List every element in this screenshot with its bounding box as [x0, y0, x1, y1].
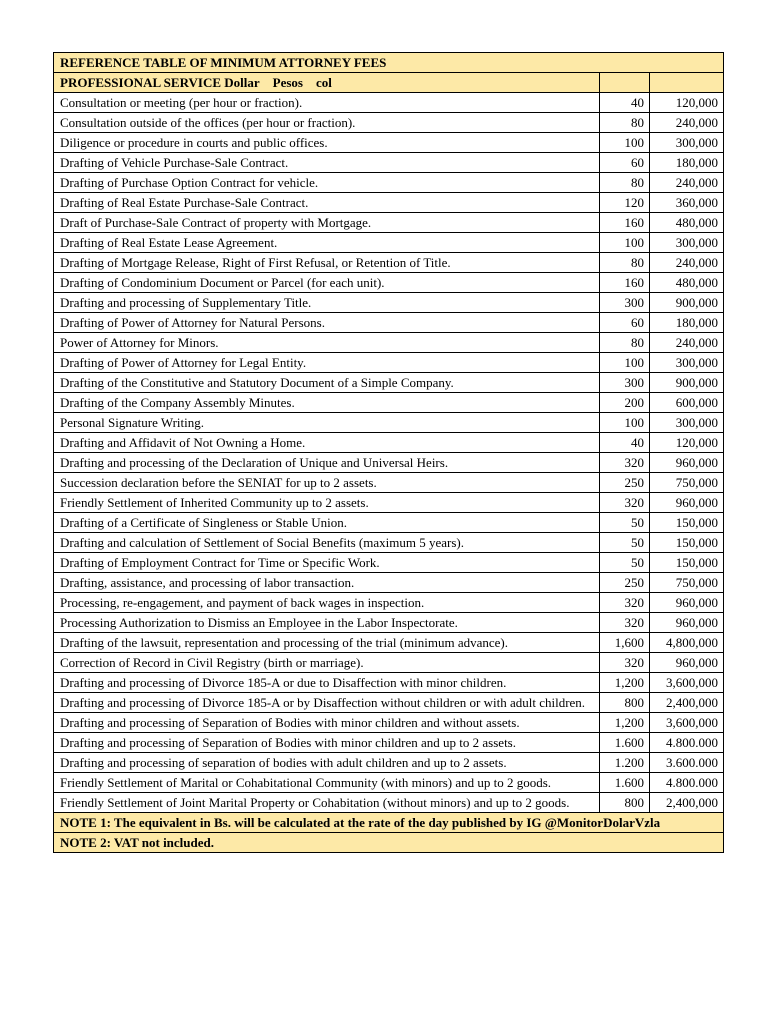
- cop-fee-cell: 120,000: [650, 433, 724, 453]
- table-row: [54, 553, 724, 573]
- cop-fee-cell: 4,800,000: [650, 633, 724, 653]
- table-row: [54, 333, 724, 353]
- fees-table: [53, 52, 724, 853]
- cop-fee-cell: 480,000: [650, 213, 724, 233]
- cop-fee-cell: 300,000: [650, 133, 724, 153]
- cop-fee-cell: 750,000: [650, 573, 724, 593]
- usd-fee-cell: 250: [600, 573, 650, 593]
- table-row: [54, 533, 724, 553]
- cop-fee-cell: 4.800.000: [650, 773, 724, 793]
- cop-fee-cell: 960,000: [650, 653, 724, 673]
- service-cell: Drafting of the Company Assembly Minutes.: [54, 393, 600, 413]
- cop-fee-cell: 960,000: [650, 593, 724, 613]
- service-cell: Drafting and processing of the Declaration of Unique and Universal Heirs.: [54, 453, 600, 473]
- cop-fee-cell: 240,000: [650, 333, 724, 353]
- fees-table-body: [54, 53, 724, 853]
- usd-fee-cell: 60: [600, 153, 650, 173]
- service-cell: Processing, re-engagement, and payment of back wages in inspection.: [54, 593, 600, 613]
- service-cell: Power of Attorney for Minors.: [54, 333, 600, 353]
- cop-fee-cell: 960,000: [650, 493, 724, 513]
- header-service-label: PROFESSIONAL SERVICE: [60, 74, 222, 90]
- usd-fee-cell: 320: [600, 493, 650, 513]
- service-cell: Drafting, assistance, and processing of labor transaction.: [54, 573, 600, 593]
- service-cell: Friendly Settlement of Inherited Community up to 2 assets.: [54, 493, 600, 513]
- usd-fee-cell: 320: [600, 453, 650, 473]
- service-cell: Drafting of Purchase Option Contract for vehicle.: [54, 173, 600, 193]
- service-cell: Drafting and processing of Divorce 185-A or due to Disaffection with minor children.: [54, 673, 600, 693]
- usd-fee-cell: 80: [600, 113, 650, 133]
- table-row: [54, 373, 724, 393]
- cop-fee-cell: 240,000: [650, 253, 724, 273]
- usd-fee-cell: 100: [600, 413, 650, 433]
- service-cell: Draft of Purchase-Sale Contract of property with Mortgage.: [54, 213, 600, 233]
- service-cell: Processing Authorization to Dismiss an Employee in the Labor Inspectorate.: [54, 613, 600, 633]
- cop-fee-cell: 120,000: [650, 93, 724, 113]
- usd-fee-cell: 300: [600, 293, 650, 313]
- note-row: [54, 813, 724, 833]
- table-row: [54, 313, 724, 333]
- service-cell: Drafting of Condominium Document or Parcel (for each unit).: [54, 273, 600, 293]
- usd-fee-cell: 100: [600, 233, 650, 253]
- table-row: [54, 593, 724, 613]
- table-row: [54, 613, 724, 633]
- service-cell: Drafting and processing of Separation of Bodies with minor children and without assets.: [54, 713, 600, 733]
- usd-fee-cell: 60: [600, 313, 650, 333]
- usd-fee-cell: 160: [600, 213, 650, 233]
- service-cell: Diligence or procedure in courts and public offices.: [54, 133, 600, 153]
- service-cell: Drafting and processing of separation of bodies with adult children and up to 2 assets.: [54, 753, 600, 773]
- table-row: [54, 293, 724, 313]
- usd-fee-cell: 80: [600, 173, 650, 193]
- usd-fee-cell: 200: [600, 393, 650, 413]
- cop-fee-cell: 900,000: [650, 373, 724, 393]
- cop-fee-cell: 180,000: [650, 313, 724, 333]
- usd-fee-cell: 80: [600, 253, 650, 273]
- cop-fee-cell: 750,000: [650, 473, 724, 493]
- usd-fee-cell: 160: [600, 273, 650, 293]
- service-cell: Drafting of Vehicle Purchase-Sale Contract.: [54, 153, 600, 173]
- service-cell: Drafting of Real Estate Purchase-Sale Contract.: [54, 193, 600, 213]
- usd-fee-cell: 1.600: [600, 733, 650, 753]
- usd-fee-cell: 300: [600, 373, 650, 393]
- table-row: [54, 433, 724, 453]
- service-cell: Drafting of the Constitutive and Statutory Document of a Simple Company.: [54, 373, 600, 393]
- service-cell: Drafting of Employment Contract for Time or Specific Work.: [54, 553, 600, 573]
- cop-fee-cell: 300,000: [650, 413, 724, 433]
- column-header-cop: [650, 73, 724, 93]
- table-row: [54, 113, 724, 133]
- cop-fee-cell: 3,600,000: [650, 713, 724, 733]
- usd-fee-cell: 50: [600, 533, 650, 553]
- usd-fee-cell: 40: [600, 433, 650, 453]
- service-cell: Succession declaration before the SENIAT for up to 2 assets.: [54, 473, 600, 493]
- cop-fee-cell: 180,000: [650, 153, 724, 173]
- table-row: [54, 693, 724, 713]
- table-row: [54, 673, 724, 693]
- service-cell: Drafting and processing of Divorce 185-A or by Disaffection without children or with adult children.: [54, 693, 600, 713]
- note-2: NOTE 2: VAT not included.: [54, 833, 724, 853]
- usd-fee-cell: 1,200: [600, 713, 650, 733]
- table-row: [54, 793, 724, 813]
- table-row: [54, 213, 724, 233]
- header-dollar-label: Dollar: [224, 74, 260, 90]
- cop-fee-cell: 240,000: [650, 173, 724, 193]
- table-row: [54, 473, 724, 493]
- usd-fee-cell: 320: [600, 593, 650, 613]
- usd-fee-cell: 80: [600, 333, 650, 353]
- table-row: [54, 193, 724, 213]
- title-row: [54, 53, 724, 73]
- service-cell: Drafting and Affidavit of Not Owning a Home.: [54, 433, 600, 453]
- service-cell: Consultation outside of the offices (per hour or fraction).: [54, 113, 600, 133]
- table-row: [54, 493, 724, 513]
- cop-fee-cell: 960,000: [650, 453, 724, 473]
- note-row: [54, 833, 724, 853]
- cop-fee-cell: 3,600,000: [650, 673, 724, 693]
- usd-fee-cell: 800: [600, 693, 650, 713]
- usd-fee-cell: 250: [600, 473, 650, 493]
- table-row: [54, 253, 724, 273]
- table-row: [54, 753, 724, 773]
- table-row: [54, 713, 724, 733]
- usd-fee-cell: 50: [600, 513, 650, 533]
- cop-fee-cell: 300,000: [650, 233, 724, 253]
- cop-fee-cell: 2,400,000: [650, 693, 724, 713]
- service-cell: Correction of Record in Civil Registry (birth or marriage).: [54, 653, 600, 673]
- table-row: [54, 413, 724, 433]
- header-col-label: col: [316, 74, 332, 90]
- usd-fee-cell: 1,200: [600, 673, 650, 693]
- service-cell: Consultation or meeting (per hour or fraction).: [54, 93, 600, 113]
- table-row: [54, 733, 724, 753]
- service-cell: Friendly Settlement of Marital or Cohabitational Community (with minors) and up to 2 goods.: [54, 773, 600, 793]
- usd-fee-cell: 40: [600, 93, 650, 113]
- usd-fee-cell: 1.200: [600, 753, 650, 773]
- header-pesos-label: Pesos: [272, 74, 303, 90]
- service-cell: Drafting of Real Estate Lease Agreement.: [54, 233, 600, 253]
- table-row: [54, 653, 724, 673]
- table-row: [54, 513, 724, 533]
- cop-fee-cell: 240,000: [650, 113, 724, 133]
- column-header-usd: [600, 73, 650, 93]
- cop-fee-cell: 900,000: [650, 293, 724, 313]
- cop-fee-cell: 2,400,000: [650, 793, 724, 813]
- usd-fee-cell: 1,600: [600, 633, 650, 653]
- service-cell: Drafting and calculation of Settlement of Social Benefits (maximum 5 years).: [54, 533, 600, 553]
- table-row: [54, 173, 724, 193]
- usd-fee-cell: 100: [600, 353, 650, 373]
- column-header-row: [54, 73, 724, 93]
- service-cell: Drafting of the lawsuit, representation and processing of the trial (minimum advance).: [54, 633, 600, 653]
- table-row: [54, 233, 724, 253]
- service-cell: Drafting and processing of Separation of Bodies with minor children and up to 2 assets.: [54, 733, 600, 753]
- service-cell: Drafting of a Certificate of Singleness or Stable Union.: [54, 513, 600, 533]
- cop-fee-cell: 960,000: [650, 613, 724, 633]
- service-cell: Drafting of Power of Attorney for Natural Persons.: [54, 313, 600, 333]
- column-header-service: [54, 73, 600, 93]
- table-title: REFERENCE TABLE OF MINIMUM ATTORNEY FEES: [54, 53, 724, 73]
- usd-fee-cell: 50: [600, 553, 650, 573]
- cop-fee-cell: 600,000: [650, 393, 724, 413]
- table-row: [54, 573, 724, 593]
- table-row: [54, 773, 724, 793]
- cop-fee-cell: 300,000: [650, 353, 724, 373]
- table-row: [54, 353, 724, 373]
- cop-fee-cell: 150,000: [650, 513, 724, 533]
- usd-fee-cell: 120: [600, 193, 650, 213]
- usd-fee-cell: 1.600: [600, 773, 650, 793]
- cop-fee-cell: 150,000: [650, 533, 724, 553]
- cop-fee-cell: 480,000: [650, 273, 724, 293]
- cop-fee-cell: 4.800.000: [650, 733, 724, 753]
- table-row: [54, 133, 724, 153]
- note-1: NOTE 1: The equivalent in Bs. will be calculated at the rate of the day published by IG @MonitorDolarVzla: [54, 813, 724, 833]
- table-row: [54, 153, 724, 173]
- cop-fee-cell: 150,000: [650, 553, 724, 573]
- table-row: [54, 633, 724, 653]
- table-row: [54, 453, 724, 473]
- service-cell: Drafting of Mortgage Release, Right of First Refusal, or Retention of Title.: [54, 253, 600, 273]
- cop-fee-cell: 360,000: [650, 193, 724, 213]
- table-row: [54, 93, 724, 113]
- usd-fee-cell: 320: [600, 613, 650, 633]
- service-cell: Friendly Settlement of Joint Marital Property or Cohabitation (without minors) and up to 2 goods.: [54, 793, 600, 813]
- cop-fee-cell: 3.600.000: [650, 753, 724, 773]
- usd-fee-cell: 320: [600, 653, 650, 673]
- service-cell: Drafting of Power of Attorney for Legal Entity.: [54, 353, 600, 373]
- service-cell: Drafting and processing of Supplementary Title.: [54, 293, 600, 313]
- usd-fee-cell: 800: [600, 793, 650, 813]
- usd-fee-cell: 100: [600, 133, 650, 153]
- table-row: [54, 273, 724, 293]
- table-row: [54, 393, 724, 413]
- service-cell: Personal Signature Writing.: [54, 413, 600, 433]
